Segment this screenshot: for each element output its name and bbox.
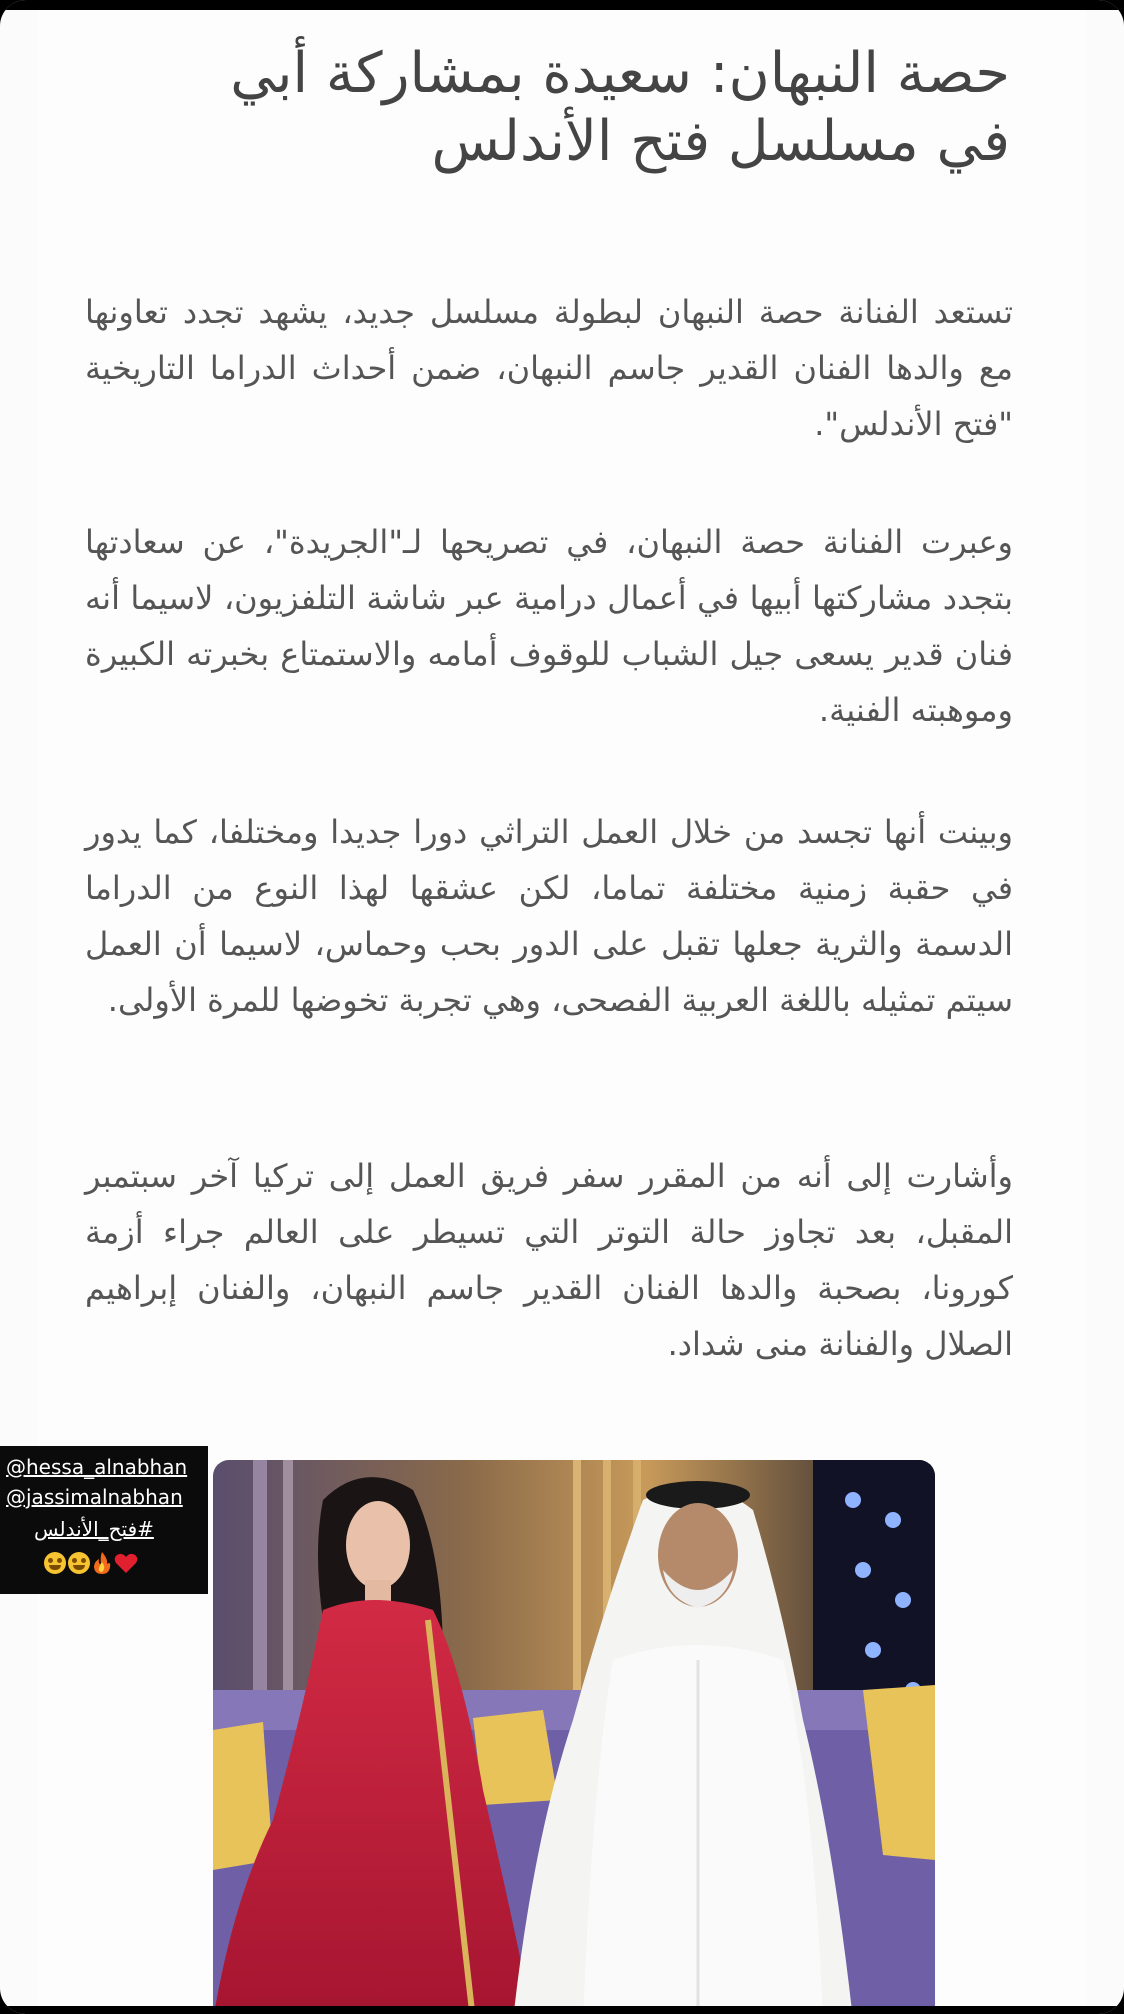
man-thobe bbox=[583, 1645, 823, 2014]
red-heart-icon bbox=[114, 1552, 138, 1574]
article-paragraph-3: وبينت أنها تجسد من خلال العمل التراثي دورا جديدا ومختلفا، كما يدور في حقبة زمنية مختلفة تماما، لكن عشقها لهذا النوع من الدراما الدسمة والثرية جعلها تقبل على الدور بحب وحماس، لاسيما أن العمل سيتم تمثيله باللغة العربية الفصحى، وهي تجربة تخوضها للمرة الأولى. bbox=[85, 813, 1013, 1019]
article-photo bbox=[213, 1460, 935, 2014]
top-edge bbox=[0, 0, 1124, 10]
bottom-edge bbox=[0, 2006, 1124, 2014]
hashtag-link[interactable]: #فتح_الأندلس bbox=[34, 1517, 154, 1541]
story-overlay bbox=[0, 1446, 208, 1594]
article-headline: حصة النبهان: سعيدة بمشاركة أبي في مسلسل فتح الأندلس bbox=[230, 41, 1010, 174]
emoji-row bbox=[44, 1550, 138, 1576]
mention-jassim[interactable]: @jassimalnabhan bbox=[6, 1485, 183, 1509]
article-paragraph-2: وعبرت الفنانة حصة النبهان، في تصريحها لـ"الجريدة"، عن سعادتها بتجدد مشاركتها أبيها في أعمال درامية عبر شاشة التلفزيون، لاسيما أنه فنان قدير يسعى جيل الشباب للوقوف أمامه والاستمتاع بخبرته الكبيرة وموهبته الفنية. bbox=[85, 523, 1013, 729]
star-struck-face-icon bbox=[68, 1552, 90, 1574]
article-paragraph-1: تستعد الفنانة حصة النبهان لبطولة مسلسل جديد، يشهد تجدد تعاونها مع والدها الفنان القدير جاسم النبهان، ضمن أحداث الدراما التاريخية "فتح الأندلس". bbox=[85, 293, 1013, 443]
star-struck-face-icon bbox=[44, 1552, 66, 1574]
cushion-center bbox=[473, 1710, 558, 1805]
mention-hessa[interactable]: @hessa_alnabhan bbox=[6, 1455, 188, 1479]
article-paragraph-4: وأشارت إلى أنه من المقرر سفر فريق العمل إلى تركيا آخر سبتمبر المقبل، بعد تجاوز حالة التوتر التي تسيطر على العالم جراء أزمة كورونا، بصحبة والدها الفنان القدير جاسم النبهان، والفنان إبراهيم الصلال والفنانة منى شداد. bbox=[85, 1157, 1013, 1363]
fire-icon bbox=[92, 1551, 112, 1575]
woman-face bbox=[346, 1501, 410, 1589]
photo-illustration bbox=[213, 1460, 935, 2014]
